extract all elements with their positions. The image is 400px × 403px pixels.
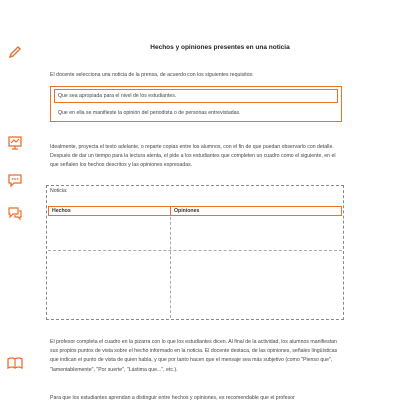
header-opinions: Opiniones [174, 208, 200, 214]
instructions-paragraph: Idealmente, proyecta el texto adelante, o reparte copias entre los alumnos, con el fin de que puedan observarlo con detalle. Después de dar un tiempo para la lectura atenta, el pide a los estudiantes que completen un cuadro como el siguiente, en el que señalen los hechos descritos y las opiniones expresadas. [50, 144, 336, 169]
speech-bubble-icon [7, 172, 23, 188]
chat-icon [7, 205, 23, 221]
page-title: Hechos y opiniones presentes en una noticia [150, 44, 290, 51]
requirements-box [50, 86, 342, 122]
requirement-item: Que sea apropiada para el nivel de los estudiantes. [54, 89, 338, 103]
column-divider [170, 217, 171, 318]
requirement-item: Que en ella se manifieste la opinión del periodista o de personas entrevistadas. [58, 110, 241, 116]
pencil-icon [7, 44, 23, 60]
news-note-box [46, 185, 344, 320]
row-divider [48, 250, 342, 251]
header-facts: Hechos [49, 207, 171, 215]
final-paragraph: Para que los estudiantes aprendan a distinguir entre hechos y opiniones, es recomendable que el profesor [50, 395, 295, 401]
sidebar [0, 0, 30, 400]
note-label: Noticia: [50, 188, 68, 194]
open-book-icon [7, 355, 23, 371]
intro-paragraph: El docente selecciona una noticia de la prensa, de acuerdo con los siguientes requisitos: [50, 72, 254, 78]
table-body [48, 217, 342, 318]
closing-paragraph: El profesor completa el cuadro en la pizarra con lo que los estudiantes dicen. Al final de la actividad, los alumnos manifiestan sus propios puntos de vista sobre el hecho informado en la noticia. El docente destaca, de las opiniones, señales lingüísticas que indican el punto de vista de quien habla, y que por tanto hacen que el mensaje sea más subjetivo (como "Pienso que", "lamentablemente", "Por suerte", "Lástima que...", etc.). [50, 339, 338, 373]
presentation-icon [7, 135, 23, 151]
table-header [48, 206, 342, 216]
